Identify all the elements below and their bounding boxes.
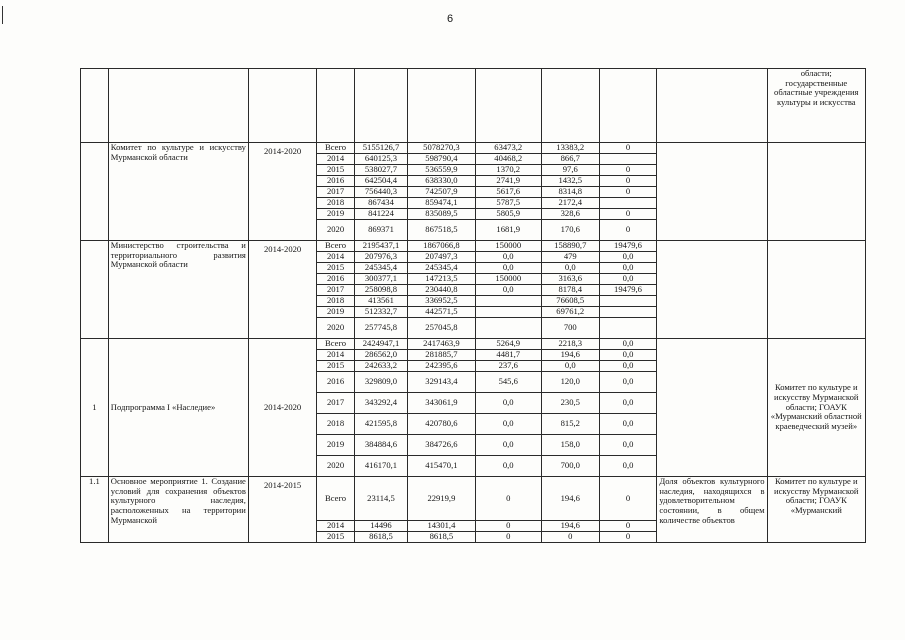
cell-value-c3: 0 bbox=[475, 521, 541, 532]
cell-value-c5: 0,0 bbox=[599, 361, 657, 372]
row-indicator bbox=[657, 339, 767, 477]
cell-value-c1: 2424947,1 bbox=[354, 339, 407, 350]
cell-value-c4: 8178,4 bbox=[541, 285, 599, 296]
cell-value-c3: 5617,6 bbox=[475, 187, 541, 198]
cell-year: 2020 bbox=[317, 318, 354, 339]
cell-year: 2014 bbox=[317, 252, 354, 263]
cell-value-c4: 13383,2 bbox=[541, 143, 599, 154]
cell-value-c3: 0,0 bbox=[475, 435, 541, 456]
cell-indicator bbox=[657, 69, 767, 143]
row-name: Основное мероприятие 1. Создание условий для сохранения объектов культурного наследия, расположенных на территории Мурманской bbox=[108, 477, 248, 543]
cell-executor: области; государственные областные учреждения культуры и искусства bbox=[767, 69, 865, 143]
row-indicator bbox=[657, 241, 767, 339]
page-number: 6 bbox=[447, 13, 454, 25]
cell-value-c5: 0 bbox=[599, 477, 657, 521]
cell-value-c5: 0 bbox=[599, 532, 657, 543]
cell-value-c3: 5805,9 bbox=[475, 209, 541, 220]
cell-value-c1: 384884,6 bbox=[354, 435, 407, 456]
cell-value-c3: 150000 bbox=[475, 241, 541, 252]
cell-value-c4: 0 bbox=[541, 532, 599, 543]
cell-value-c2: 2417463,9 bbox=[408, 339, 475, 350]
cell-year: 2019 bbox=[317, 307, 354, 318]
cell-value-c4: 3163,6 bbox=[541, 274, 599, 285]
cell-value-c2: 343061,9 bbox=[408, 393, 475, 414]
cell-value-c1: 23114,5 bbox=[354, 477, 407, 521]
row-period: 2014-2020 bbox=[248, 143, 316, 241]
table-body bbox=[81, 69, 866, 543]
cell-value-c2: 859474,1 bbox=[408, 198, 475, 209]
cell-value-c2: 22919,9 bbox=[408, 477, 475, 521]
cell-federal bbox=[475, 69, 541, 143]
cell-year: 2017 bbox=[317, 285, 354, 296]
cell-value-c5: 0,0 bbox=[599, 456, 657, 477]
cell-value-c1: 756440,3 bbox=[354, 187, 407, 198]
cell-value-c2: 242395,6 bbox=[408, 361, 475, 372]
cell-year: Всего bbox=[317, 241, 354, 252]
cell-value-c1: 642504,4 bbox=[354, 176, 407, 187]
cell-value-c5: 0,0 bbox=[599, 252, 657, 263]
cell-value-c4: 0,0 bbox=[541, 361, 599, 372]
cell-value-c2: 329143,4 bbox=[408, 372, 475, 393]
cell-value-c1: 512332,7 bbox=[354, 307, 407, 318]
cell-value-c5 bbox=[599, 296, 657, 307]
row-indicator bbox=[657, 143, 767, 241]
cell-value-c3: 2741,9 bbox=[475, 176, 541, 187]
cell-value-c3: 0,0 bbox=[475, 393, 541, 414]
cell-name bbox=[108, 69, 248, 143]
cell-value-c5: 0,0 bbox=[599, 372, 657, 393]
cell-year: 2016 bbox=[317, 372, 354, 393]
cell-value-c3: 150000 bbox=[475, 274, 541, 285]
cell-value-c4: 158890,7 bbox=[541, 241, 599, 252]
cell-value-c5: 0 bbox=[599, 187, 657, 198]
cell-value-c4: 2218,3 bbox=[541, 339, 599, 350]
cell-other bbox=[599, 69, 657, 143]
row-executor: Комитет по культуре и искусству Мурманской области; ГОАУК «Мурманский областной краеведческий музей» bbox=[767, 339, 865, 477]
cell-year: 2014 bbox=[317, 350, 354, 361]
cell-value-c3: 5787,5 bbox=[475, 198, 541, 209]
cell-value-c2: 281885,7 bbox=[408, 350, 475, 361]
cell-value-c2: 742507,9 bbox=[408, 187, 475, 198]
table-row bbox=[81, 241, 866, 252]
cell-year: 2019 bbox=[317, 209, 354, 220]
cell-value-c4: 328,6 bbox=[541, 209, 599, 220]
cell-period bbox=[248, 69, 316, 143]
table-row bbox=[81, 477, 866, 521]
cell-value-c2: 598790,4 bbox=[408, 154, 475, 165]
cell-year: 2019 bbox=[317, 435, 354, 456]
table-row-continuation bbox=[81, 69, 866, 143]
cell-value-c3 bbox=[475, 307, 541, 318]
cell-value-c2: 245345,4 bbox=[408, 263, 475, 274]
cell-value-c1: 867434 bbox=[354, 198, 407, 209]
cell-value-c3: 0,0 bbox=[475, 285, 541, 296]
cell-value-c5: 19479,6 bbox=[599, 241, 657, 252]
cell-value-c5: 0 bbox=[599, 143, 657, 154]
cell-value-c5 bbox=[599, 154, 657, 165]
cell-value-c1: 14496 bbox=[354, 521, 407, 532]
cell-value-c3 bbox=[475, 318, 541, 339]
cell-value-c1: 416170,1 bbox=[354, 456, 407, 477]
cell-year: 2014 bbox=[317, 154, 354, 165]
cell-value-c4: 194,6 bbox=[541, 521, 599, 532]
cell-year: 2020 bbox=[317, 456, 354, 477]
row-index bbox=[81, 241, 109, 339]
row-name: Подпрограмма I «Наследие» bbox=[108, 339, 248, 477]
cell-value-c1: 300377,1 bbox=[354, 274, 407, 285]
cell-value-c3: 237,6 bbox=[475, 361, 541, 372]
cell-value-c2: 835089,5 bbox=[408, 209, 475, 220]
cell-value-c4: 815,2 bbox=[541, 414, 599, 435]
cell-total bbox=[354, 69, 407, 143]
cell-value-c4: 120,0 bbox=[541, 372, 599, 393]
cell-value-c5: 0 bbox=[599, 176, 657, 187]
cell-value-c1: 258098,8 bbox=[354, 285, 407, 296]
cell-value-c5: 0,0 bbox=[599, 435, 657, 456]
cell-value-c1: 343292,4 bbox=[354, 393, 407, 414]
table-row bbox=[81, 143, 866, 154]
cell-value-c4: 8314,8 bbox=[541, 187, 599, 198]
cell-year: 2016 bbox=[317, 274, 354, 285]
cell-value-c1: 640125,3 bbox=[354, 154, 407, 165]
cell-value-c1: 841224 bbox=[354, 209, 407, 220]
cell-value-c4: 866,7 bbox=[541, 154, 599, 165]
cell-year: 2014 bbox=[317, 521, 354, 532]
row-index: 1 bbox=[81, 339, 109, 477]
cell-value-c5: 19479,6 bbox=[599, 285, 657, 296]
cell-year: 2017 bbox=[317, 393, 354, 414]
cell-year: 2020 bbox=[317, 220, 354, 241]
cell-value-c5: 0,0 bbox=[599, 274, 657, 285]
cell-value-c4: 700,0 bbox=[541, 456, 599, 477]
cell-value-c1: 329809,0 bbox=[354, 372, 407, 393]
row-period: 2014-2020 bbox=[248, 241, 316, 339]
row-index bbox=[81, 143, 109, 241]
cell-value-c2: 384726,6 bbox=[408, 435, 475, 456]
cell-value-c2: 207497,3 bbox=[408, 252, 475, 263]
cell-value-c2: 230440,8 bbox=[408, 285, 475, 296]
cell-value-c2: 147213,5 bbox=[408, 274, 475, 285]
cell-year: 2017 bbox=[317, 187, 354, 198]
cell-value-c4: 76608,5 bbox=[541, 296, 599, 307]
cell-value-c3: 4481,7 bbox=[475, 350, 541, 361]
scan-edge-mark bbox=[2, 6, 3, 24]
cell-value-c1: 8618,5 bbox=[354, 532, 407, 543]
cell-local bbox=[541, 69, 599, 143]
row-executor bbox=[767, 241, 865, 339]
cell-year: 2018 bbox=[317, 198, 354, 209]
cell-value-c5: 0,0 bbox=[599, 350, 657, 361]
cell-value-c5 bbox=[599, 198, 657, 209]
cell-value-c2: 415470,1 bbox=[408, 456, 475, 477]
cell-index bbox=[81, 69, 109, 143]
cell-value-c1: 242633,2 bbox=[354, 361, 407, 372]
row-index: 1.1 bbox=[81, 477, 109, 543]
cell-value-c5 bbox=[599, 318, 657, 339]
cell-value-c4: 194,6 bbox=[541, 477, 599, 521]
cell-value-c2: 5078270,3 bbox=[408, 143, 475, 154]
program-funding-table bbox=[80, 68, 866, 543]
cell-value-c1: 245345,4 bbox=[354, 263, 407, 274]
cell-value-c2: 257045,8 bbox=[408, 318, 475, 339]
cell-value-c5: 0,0 bbox=[599, 414, 657, 435]
cell-value-c1: 413561 bbox=[354, 296, 407, 307]
row-period: 2014-2015 bbox=[248, 477, 316, 543]
cell-value-c2: 8618,5 bbox=[408, 532, 475, 543]
cell-value-c3: 5264,9 bbox=[475, 339, 541, 350]
cell-year: 2015 bbox=[317, 165, 354, 176]
cell-value-c5: 0,0 bbox=[599, 393, 657, 414]
cell-value-c3: 0,0 bbox=[475, 414, 541, 435]
cell-value-c3: 63473,2 bbox=[475, 143, 541, 154]
cell-value-c5: 0 bbox=[599, 209, 657, 220]
cell-value-c5: 0 bbox=[599, 521, 657, 532]
cell-value-c1: 2195437,1 bbox=[354, 241, 407, 252]
cell-value-c4: 230,5 bbox=[541, 393, 599, 414]
table-row bbox=[81, 339, 866, 350]
row-period: 2014-2020 bbox=[248, 339, 316, 477]
cell-value-c3: 0 bbox=[475, 477, 541, 521]
cell-value-c2: 867518,5 bbox=[408, 220, 475, 241]
cell-value-c4: 194,6 bbox=[541, 350, 599, 361]
cell-year: 2018 bbox=[317, 414, 354, 435]
cell-value-c4: 1432,5 bbox=[541, 176, 599, 187]
cell-year bbox=[317, 69, 354, 143]
row-name: Комитет по культуре и искусству Мурманской области bbox=[108, 143, 248, 241]
cell-year: 2018 bbox=[317, 296, 354, 307]
cell-value-c3: 0,0 bbox=[475, 456, 541, 477]
cell-value-c2: 638330,0 bbox=[408, 176, 475, 187]
cell-value-c4: 2172,4 bbox=[541, 198, 599, 209]
cell-value-c5: 0,0 bbox=[599, 263, 657, 274]
row-name: Министерство строительства и территориального развития Мурманской области bbox=[108, 241, 248, 339]
cell-value-c2: 420780,6 bbox=[408, 414, 475, 435]
cell-value-c1: 538027,7 bbox=[354, 165, 407, 176]
cell-value-c3: 1370,2 bbox=[475, 165, 541, 176]
cell-value-c4: 158,0 bbox=[541, 435, 599, 456]
cell-value-c2: 14301,4 bbox=[408, 521, 475, 532]
cell-value-c4: 170,6 bbox=[541, 220, 599, 241]
cell-value-c2: 442571,5 bbox=[408, 307, 475, 318]
cell-value-c2: 1867066,8 bbox=[408, 241, 475, 252]
cell-value-c4: 69761,2 bbox=[541, 307, 599, 318]
cell-value-c5: 0,0 bbox=[599, 339, 657, 350]
cell-value-c5: 0 bbox=[599, 165, 657, 176]
cell-year: 2016 bbox=[317, 176, 354, 187]
row-executor: Комитет по культуре и искусству Мурманской области; ГОАУК «Мурманский bbox=[767, 477, 865, 543]
cell-value-c4: 479 bbox=[541, 252, 599, 263]
cell-value-c4: 97,6 bbox=[541, 165, 599, 176]
cell-value-c1: 207976,3 bbox=[354, 252, 407, 263]
cell-value-c3: 0,0 bbox=[475, 263, 541, 274]
row-indicator: Доля объектов культурного наследия, находящихся в удовлетворительном состоянии, в общем количестве объектов bbox=[657, 477, 767, 543]
cell-year: 2015 bbox=[317, 532, 354, 543]
cell-value-c5: 0 bbox=[599, 220, 657, 241]
row-executor bbox=[767, 143, 865, 241]
cell-year: Всего bbox=[317, 477, 354, 521]
cell-year: Всего bbox=[317, 143, 354, 154]
cell-value-c3: 40468,2 bbox=[475, 154, 541, 165]
cell-value-c3: 545,6 bbox=[475, 372, 541, 393]
cell-value-c1: 421595,8 bbox=[354, 414, 407, 435]
cell-value-c3: 0,0 bbox=[475, 252, 541, 263]
cell-value-c4: 0,0 bbox=[541, 263, 599, 274]
cell-year: Всего bbox=[317, 339, 354, 350]
cell-value-c1: 257745,8 bbox=[354, 318, 407, 339]
cell-value-c1: 869371 bbox=[354, 220, 407, 241]
cell-value-c3: 0 bbox=[475, 532, 541, 543]
cell-value-c4: 700 bbox=[541, 318, 599, 339]
cell-year: 2015 bbox=[317, 263, 354, 274]
cell-value-c1: 5155126,7 bbox=[354, 143, 407, 154]
cell-value-c2: 336952,5 bbox=[408, 296, 475, 307]
cell-value-c3: 1681,9 bbox=[475, 220, 541, 241]
cell-value-c1: 286562,0 bbox=[354, 350, 407, 361]
cell-value-c2: 536559,9 bbox=[408, 165, 475, 176]
cell-value-c3 bbox=[475, 296, 541, 307]
cell-year: 2015 bbox=[317, 361, 354, 372]
cell-regional bbox=[408, 69, 475, 143]
cell-value-c5 bbox=[599, 307, 657, 318]
